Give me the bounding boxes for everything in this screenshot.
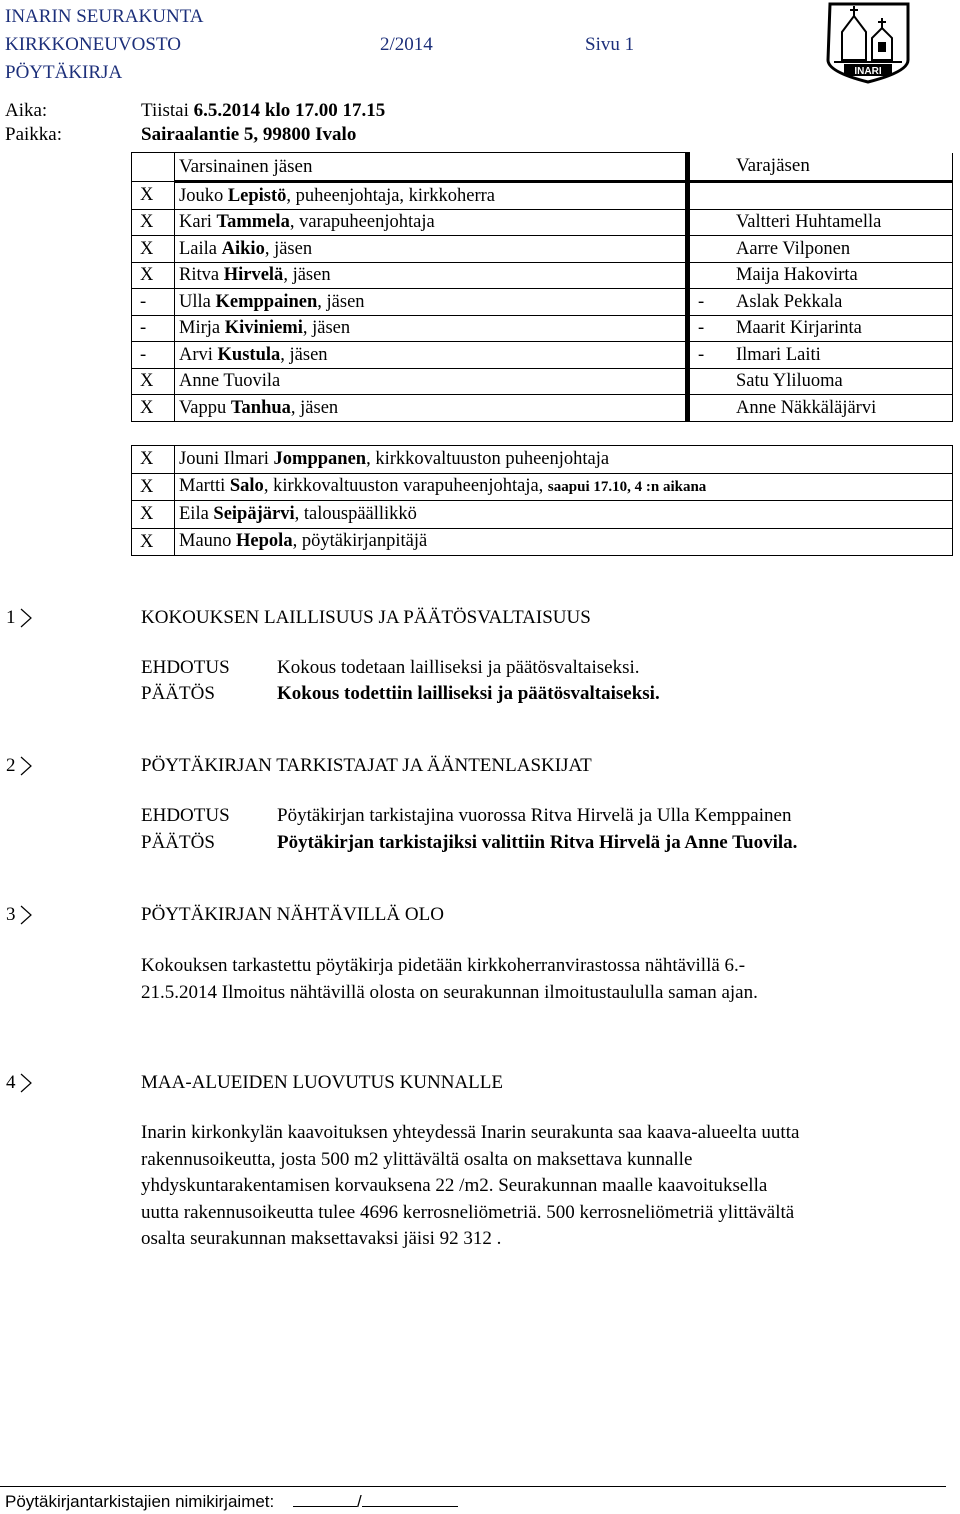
section-4-line: yhdyskuntarakentamisen korvauksena 22 /m2. Seurakunnan maalle kaavoituksella bbox=[141, 1175, 768, 1196]
other-role: , kirkkovaltuuston puheenjohtaja bbox=[366, 448, 610, 469]
attendance-mark: - bbox=[132, 342, 175, 369]
attendance-mark: - bbox=[132, 315, 175, 342]
section-1-proposal-label: EHDOTUS bbox=[141, 657, 230, 678]
other-last: Seipäjärvi bbox=[213, 503, 295, 524]
member-last: Lepistö bbox=[227, 185, 287, 206]
section-1-decision-label: PÄÄTÖS bbox=[141, 683, 215, 704]
other-name bbox=[175, 473, 953, 501]
other-last: Hepola bbox=[236, 531, 293, 552]
footer bbox=[5, 1492, 458, 1512]
other-mark: X bbox=[132, 473, 175, 501]
member-name bbox=[175, 182, 688, 210]
member-first: Arvi bbox=[179, 344, 218, 365]
section-3-line: 21.5.2014 Ilmoitus nähtävillä olosta on seurakunnan ilmoitustaululla saman ajan. bbox=[141, 981, 758, 1003]
member-role: , jäsen bbox=[290, 397, 339, 418]
other-first: Martti bbox=[179, 476, 230, 497]
other-name bbox=[175, 501, 953, 529]
member-role: , jäsen bbox=[280, 344, 328, 365]
other-first: Eila bbox=[179, 503, 214, 524]
attendance-row bbox=[132, 368, 953, 395]
other-last: Jomppanen bbox=[273, 448, 367, 469]
attendance-mark: X bbox=[132, 209, 175, 236]
other-attendee-row bbox=[132, 528, 953, 556]
member-name bbox=[175, 342, 688, 369]
member-name bbox=[175, 262, 688, 289]
section-1-decision: Kokous todettiin lailliseksi ja päätösvaltaiseksi. bbox=[277, 683, 660, 704]
deputy-name: Valtteri Huhtamella bbox=[732, 209, 953, 236]
header-mark-cell bbox=[132, 153, 175, 182]
header-dmark-cell bbox=[688, 153, 733, 182]
deputy-name: Anne Näkkäläjärvi bbox=[732, 395, 953, 422]
member-last: Kiviniemi bbox=[224, 318, 303, 339]
deputy-mark: - bbox=[688, 315, 733, 342]
deputy-mark: - bbox=[688, 342, 733, 369]
doc-number: 2/2014 bbox=[380, 34, 433, 55]
deputy-name: Satu Yliluoma bbox=[732, 368, 953, 395]
footer-label: Pöytäkirjantarkistajien nimikirjaimet: bbox=[5, 1492, 275, 1511]
col-deputy-header: Varajäsen bbox=[732, 153, 953, 182]
section-2-proposal-label: EHDOTUS bbox=[141, 805, 230, 826]
member-name bbox=[175, 395, 688, 422]
other-mark: X bbox=[132, 446, 175, 474]
time-label: Aika: bbox=[5, 100, 48, 121]
other-attendee-row bbox=[132, 501, 953, 529]
attendance-row bbox=[132, 315, 953, 342]
member-role: , jäsen bbox=[283, 265, 331, 286]
others-table bbox=[131, 445, 953, 556]
section-3-body bbox=[141, 953, 941, 1006]
member-role: , jäsen bbox=[317, 291, 365, 312]
doc-type: PÖYTÄKIRJA bbox=[5, 62, 123, 83]
other-role: , talouspäällikkö bbox=[294, 503, 417, 524]
body-name: KIRKKONEUVOSTO bbox=[5, 34, 181, 55]
section-2-decision-label: PÄÄTÖS bbox=[141, 832, 215, 853]
member-name bbox=[175, 315, 688, 342]
other-attendee-row bbox=[132, 473, 953, 501]
section-mark-icon bbox=[20, 756, 32, 776]
footer-separator: / bbox=[357, 1492, 362, 1511]
member-first: Ulla bbox=[179, 291, 216, 312]
section-3-number: 3 bbox=[6, 904, 16, 925]
time-value bbox=[141, 100, 385, 122]
section-mark-icon bbox=[20, 905, 32, 925]
attendance-mark: X bbox=[132, 368, 175, 395]
section-2-number: 2 bbox=[6, 755, 16, 776]
deputy-name: Maarit Kirjarinta bbox=[732, 315, 953, 342]
member-role: , jäsen bbox=[302, 318, 351, 339]
section-2-title: PÖYTÄKIRJAN TARKISTAJAT JA ÄÄNTENLASKIJAT bbox=[141, 755, 592, 776]
section-1-number: 1 bbox=[6, 607, 16, 628]
member-name bbox=[175, 289, 688, 316]
deputy-name: Aarre Vilponen bbox=[732, 236, 953, 263]
section-4-line: osalta seurakunnan maksettavaksi jäisi 92 312 . bbox=[141, 1228, 502, 1249]
attendance-row bbox=[132, 395, 953, 422]
section-4-number: 4 bbox=[6, 1072, 16, 1093]
section-4-title: MAA-ALUEIDEN LUOVUTUS KUNNALLE bbox=[141, 1072, 504, 1093]
deputy-mark bbox=[688, 395, 733, 422]
attendance-row bbox=[132, 182, 953, 210]
place-value: Sairaalantie 5, 99800 Ivalo bbox=[141, 124, 357, 145]
member-first: Jouko bbox=[179, 185, 228, 206]
deputy-mark bbox=[688, 236, 733, 263]
member-role: , varapuheenjohtaja bbox=[289, 212, 435, 233]
other-role: , kirkkovaltuuston varapuheenjohtaja, bbox=[263, 476, 548, 497]
deputy-name: Maija Hakovirta bbox=[732, 262, 953, 289]
other-first: Jouni Ilmari bbox=[179, 448, 274, 469]
other-attendee-row bbox=[132, 446, 953, 474]
other-note: saapui 17.10, 4 :n aikana bbox=[547, 479, 707, 496]
section-4-body bbox=[141, 1120, 941, 1253]
section-1-proposal: Kokous todetaan lailliseksi ja päätösvaltaiseksi. bbox=[277, 657, 640, 678]
section-3-line: Kokouksen tarkastettu pöytäkirja pidetään kirkkoherranvirastossa nähtävillä 6.- bbox=[141, 955, 746, 976]
parish-logo bbox=[822, 2, 914, 84]
attendance-row bbox=[132, 209, 953, 236]
attendance-row bbox=[132, 289, 953, 316]
member-first: Laila bbox=[179, 238, 222, 259]
member-last: Aikio bbox=[221, 238, 265, 259]
member-first: Mirja bbox=[179, 318, 225, 339]
deputy-mark bbox=[688, 368, 733, 395]
section-2-decision: Pöytäkirjan tarkistajiksi valittiin Ritva Hirvelä ja Anne Tuovila. bbox=[277, 832, 798, 853]
section-mark-icon bbox=[20, 1073, 32, 1093]
other-role: , pöytäkirjanpitäjä bbox=[292, 531, 428, 552]
attendance-header-row bbox=[132, 153, 953, 182]
section-1-title: KOKOUKSEN LAILLISUUS JA PÄÄTÖSVALTAISUUS bbox=[141, 607, 591, 628]
attendance-mark: X bbox=[132, 236, 175, 263]
attendance-mark: X bbox=[132, 395, 175, 422]
section-4-line: Inarin kirkonkylän kaavoituksen yhteydessä Inarin seurakunta saa kaava-alueelta uutta bbox=[141, 1122, 800, 1143]
member-first: Vappu bbox=[179, 397, 231, 418]
deputy-mark bbox=[688, 209, 733, 236]
page-number: Sivu 1 bbox=[585, 34, 635, 55]
member-last: Kemppainen bbox=[215, 291, 318, 312]
member-last: Tanhua bbox=[230, 397, 291, 418]
member-first: Anne Tuovila bbox=[179, 371, 281, 392]
church-logo-icon bbox=[822, 2, 914, 84]
attendance-row bbox=[132, 262, 953, 289]
place-label: Paikka: bbox=[5, 124, 62, 145]
section-3-title: PÖYTÄKIRJAN NÄHTÄVILLÄ OLO bbox=[141, 904, 444, 925]
other-last: Salo bbox=[229, 476, 264, 497]
section-4-line: uutta rakennusoikeutta tulee 4696 kerrosneliömetriä. 500 kerrosneliömetriä ylittävältä bbox=[141, 1201, 795, 1223]
member-name bbox=[175, 236, 688, 263]
col-member-header: Varsinainen jäsen bbox=[175, 153, 688, 182]
org-name: INARIN SEURAKUNTA bbox=[5, 6, 204, 27]
attendance-table bbox=[131, 152, 953, 422]
member-role: , puheenjohtaja, kirkkoherra bbox=[286, 185, 495, 206]
attendance-mark: - bbox=[132, 289, 175, 316]
initials-blank-1 bbox=[293, 1492, 357, 1507]
other-mark: X bbox=[132, 528, 175, 556]
member-first: Ritva bbox=[179, 265, 224, 286]
logo-text: INARI bbox=[854, 66, 882, 77]
member-name bbox=[175, 209, 688, 236]
deputy-mark bbox=[688, 262, 733, 289]
deputy-mark bbox=[688, 182, 733, 210]
deputy-name: Ilmari Laiti bbox=[732, 342, 953, 369]
deputy-mark: - bbox=[688, 289, 733, 316]
member-last: Kustula bbox=[217, 344, 281, 365]
attendance-mark: X bbox=[132, 182, 175, 210]
member-first: Kari bbox=[179, 212, 217, 233]
member-last: Tammela bbox=[216, 212, 290, 233]
section-mark-icon bbox=[20, 608, 32, 628]
deputy-name bbox=[732, 182, 953, 210]
section-4-line: rakennusoikeutta, josta 500 m2 ylittävältä osalta on maksettava kunnalle bbox=[141, 1148, 693, 1170]
attendance-row bbox=[132, 236, 953, 263]
other-name bbox=[175, 446, 953, 474]
time-day: Tiistai bbox=[141, 100, 189, 121]
other-mark: X bbox=[132, 501, 175, 529]
other-name bbox=[175, 528, 953, 556]
member-name bbox=[175, 368, 688, 395]
deputy-name: Aslak Pekkala bbox=[732, 289, 953, 316]
attendance-row bbox=[132, 342, 953, 369]
member-last: Hirvelä bbox=[223, 265, 284, 286]
member-role: , jäsen bbox=[264, 238, 313, 259]
other-first: Mauno bbox=[179, 531, 237, 552]
footer-divider bbox=[0, 1486, 946, 1487]
initials-blank-2 bbox=[362, 1492, 458, 1507]
section-2-proposal: Pöytäkirjan tarkistajina vuorossa Ritva Hirvelä ja Ulla Kemppainen bbox=[277, 805, 792, 826]
time-datetime: 6.5.2014 klo 17.00 17.15 bbox=[193, 100, 386, 121]
attendance-mark: X bbox=[132, 262, 175, 289]
